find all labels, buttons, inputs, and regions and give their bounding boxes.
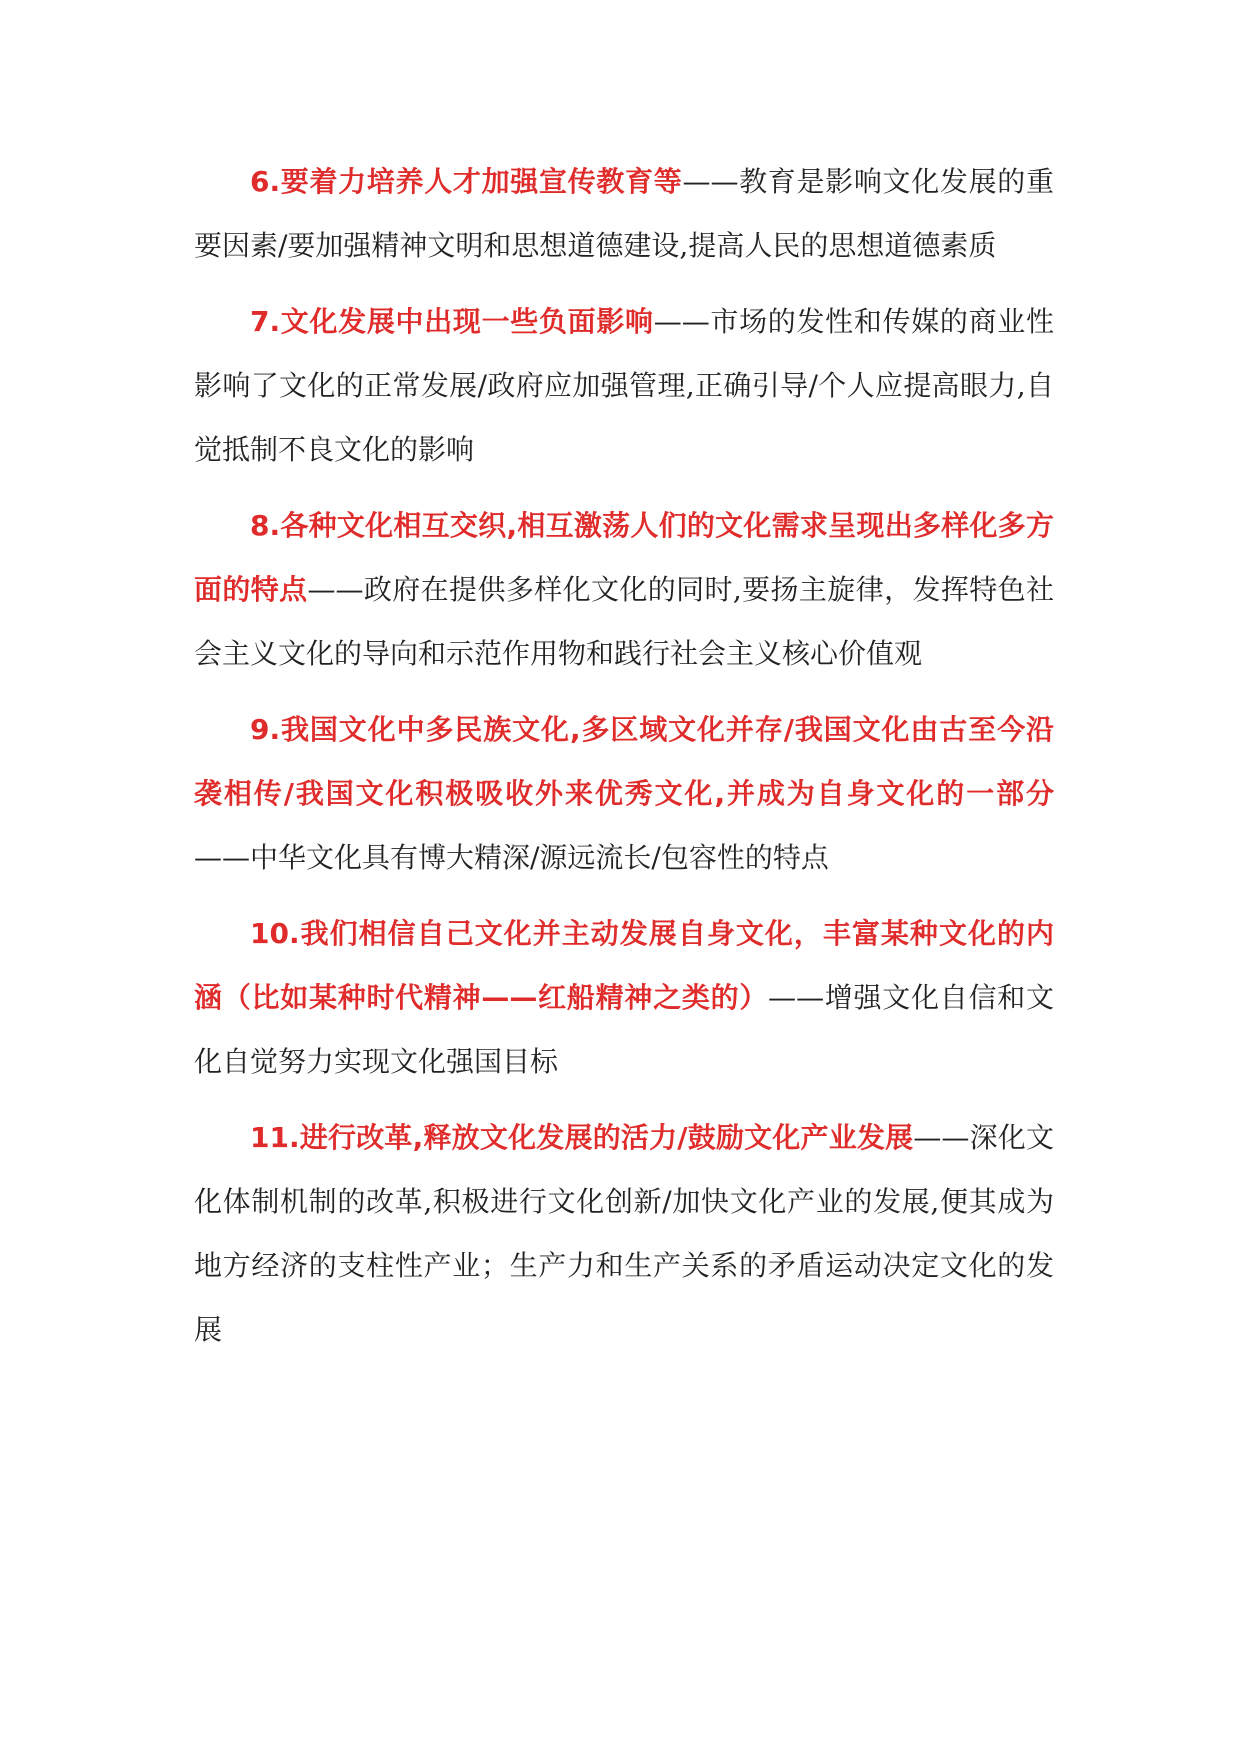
paragraph-8 [194, 494, 1054, 686]
document-body [194, 150, 1054, 1374]
paragraph-7 [194, 290, 1054, 482]
paragraph-8-body: ——政府在提供多样化文化的同时,要扬主旋律，发挥特色社会主义文化的导向和示范作用物和践行社会主义核心价值观 [194, 573, 1054, 670]
paragraph-10 [194, 902, 1054, 1094]
paragraph-10-body: ——增强文化自信和文化自觉努力实现文化强国目标 [194, 981, 1054, 1078]
paragraph-9-body: ——中华文化具有博大精深/源远流长/包容性的特点 [194, 841, 829, 874]
paragraph-7-lead: 7.文化发展中出现一些负面影响 [250, 305, 654, 338]
paragraph-9-lead: 9.我国文化中多民族文化,多区域文化并存/我国文化由古至今沿袭相传/我国文化积极吸收外来优秀文化,并成为自身文化的一部分 [194, 713, 1054, 810]
paragraph-6-body: ——教育是影响文化发展的重要因素/要加强精神文明和思想道德建设,提高人民的思想道德素质 [194, 165, 1054, 262]
paragraph-8-lead: 8.各种文化相互交织,相互激荡人们的文化需求呈现出多样化多方面的特点 [194, 509, 1054, 606]
paragraph-10-lead: 10.我们相信自己文化并主动发展自身文化，丰富某种文化的内涵（比如某种时代精神——红船精神之类的） [194, 917, 1054, 1014]
paragraph-6 [194, 150, 1054, 278]
paragraph-11 [194, 1106, 1054, 1362]
paragraph-6-lead: 6.要着力培养人才加强宣传教育等 [250, 165, 683, 198]
paragraph-11-body: ——深化文化体制机制的改革,积极进行文化创新/加快文化产业的发展,便其成为地方经济的支柱性产业；生产力和生产关系的矛盾运动决定文化的发展 [194, 1121, 1054, 1346]
paragraph-11-lead: 11.进行改革,释放文化发展的活力/鼓励文化产业发展 [250, 1121, 914, 1154]
paragraph-7-body: ——市场的发性和传媒的商业性影响了文化的正常发展/政府应加强管理,正确引导/个人应提高眼力,自觉抵制不良文化的影响 [194, 305, 1054, 466]
paragraph-9 [194, 698, 1054, 890]
